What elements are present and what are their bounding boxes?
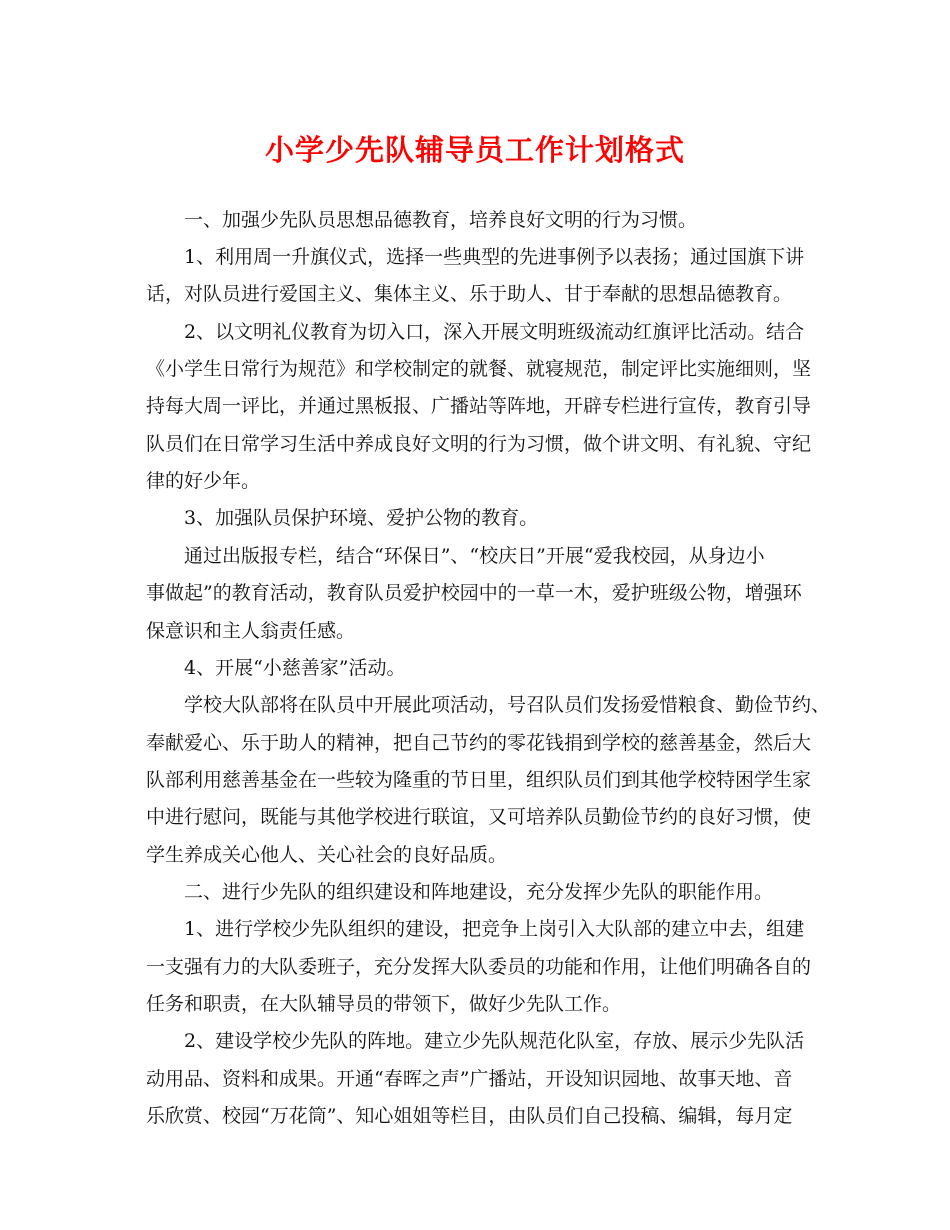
paragraph-line: 话，对队员进行爱国主义、集体主义、乐于助人、甘于奉献的思想品德教育。: [146, 283, 793, 305]
paragraph-line: 任务和职责，在大队辅导员的带领下，做好少先队工作。: [146, 993, 622, 1015]
paragraph-line: 律的好少年。: [146, 470, 261, 492]
paragraph-line: 学生养成关心他人、关心社会的良好品质。: [146, 844, 508, 866]
paragraph-line: 保意识和主人翁责任感。: [146, 620, 356, 642]
paragraph-line: 4、开展“小慈善家”活动。: [184, 657, 406, 679]
paragraph-line: 乐欣赏、校园“万花筒”、知心姐姐等栏目，由队员们自己投稿、编辑，每月定: [146, 1105, 793, 1127]
paragraph-line: 学校大队部将在队员中开展此项活动，号召队员们发扬爱惜粮食、勤俭节约、: [184, 694, 831, 716]
paragraph-line: 3、加强队员保护环境、爱护公物的教育。: [184, 507, 539, 529]
heading-line: 一、加强少先队员思想品德教育，培养良好文明的行为习惯。: [184, 209, 698, 231]
paragraph-line: 动用品、资料和成果。开通“春晖之声”广播站，开设知识园地、故事天地、音: [146, 1068, 793, 1090]
paragraph-line: 1、利用周一升旗仪式，选择一些典型的先进事例予以表扬；通过国旗下讲: [184, 246, 805, 268]
heading-line: 二、进行少先队的组织建设和阵地建设，充分发挥少先队的职能作用。: [184, 881, 774, 903]
paragraph-line: 2、以文明礼仪教育为切入口，深入开展文明班级流动红旗评比活动。结合: [184, 321, 805, 343]
paragraph-line: 队员们在日常学习生活中养成良好文明的行为习惯，做个讲文明、有礼貌、守纪: [146, 433, 812, 455]
paragraph-line: 中进行慰问，既能与其他学校进行联谊，又可培养队员勤俭节约的良好习惯，使: [146, 806, 812, 828]
paragraph-line: 奉献爱心、乐于助人的精神，把自己节约的零花钱捐到学校的慈善基金，然后大: [146, 732, 812, 754]
document-title: 小学少先队辅导员工作计划格式: [264, 133, 685, 167]
paragraph-line: 队部利用慈善基金在一些较为隆重的节日里，组织队员们到其他学校特困学生家: [146, 769, 812, 791]
paragraph-line: 《小学生日常行为规范》和学校制定的就餐、就寝规范，制定评比实施细则，坚: [146, 358, 812, 380]
paragraph-line: 事做起”的教育活动，教育队员爱护校园中的一草一木，爱护班级公物，增强环: [146, 582, 802, 604]
paragraph-line: 持每大周一评比，并通过黑板报、广播站等阵地，开辟专栏进行宣传，教育引导: [146, 395, 812, 417]
paragraph-line: 1、进行学校少先队组织的建设，把竞争上岗引入大队部的建立中去，组建: [184, 918, 805, 940]
paragraph-line: 通过出版报专栏，结合“环保日”、“校庆日”开展“爱我校园，从身边小: [184, 545, 765, 567]
paragraph-line: 2、建设学校少先队的阵地。建立少先队规范化队室，存放、展示少先队活: [184, 1030, 805, 1052]
paragraph-line: 一支强有力的大队委班子，充分发挥大队委员的功能和作用，让他们明确各自的: [146, 956, 812, 978]
